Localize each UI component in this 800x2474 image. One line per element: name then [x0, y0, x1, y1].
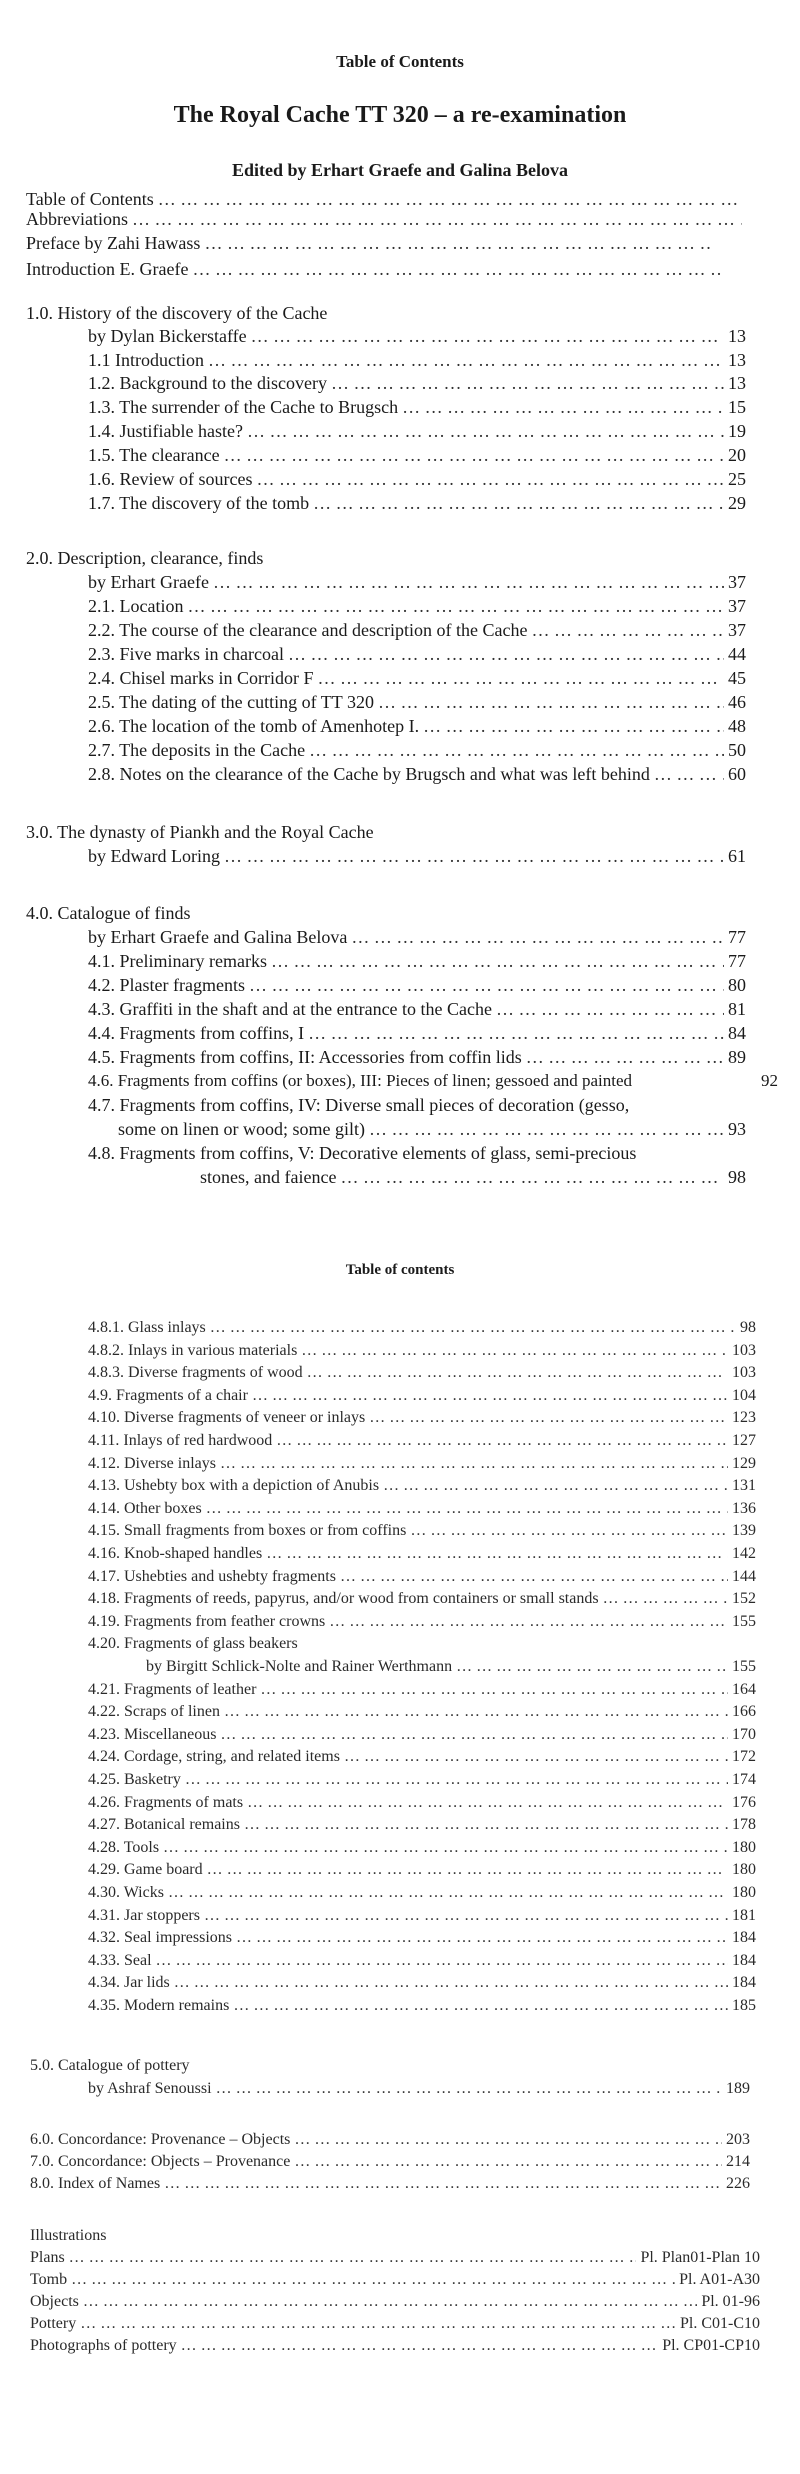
toc-entry-label: 4.11. Inlays of red hardwood — [88, 1432, 273, 1449]
book-title: The Royal Cache TT 320 – a re-examination — [173, 102, 627, 128]
page-heading: Table of Contents — [336, 52, 464, 71]
toc-entry-label: 8.0. Index of Names — [30, 2175, 161, 2192]
toc-entry[interactable] — [88, 1408, 756, 1428]
page-number: 98 — [728, 1167, 746, 1187]
dot-leader — [83, 2292, 697, 2312]
page-number: 89 — [728, 1047, 746, 1067]
page-number: 144 — [732, 1567, 756, 1585]
page-number: 164 — [732, 1680, 756, 1698]
page-number: 139 — [732, 1522, 756, 1540]
toc-entry[interactable] — [88, 595, 746, 617]
dot-leader — [251, 325, 724, 347]
toc-entry-label: 4.31. Jar stoppers — [88, 1906, 200, 1924]
page-number: 13 — [728, 326, 746, 346]
toc-entry-label: 1.3. The surrender of the Cache to Brugsch — [88, 397, 399, 417]
chapter-title[interactable]: 4.0. Catalogue of finds — [26, 903, 191, 923]
page-number: 184 — [732, 1951, 756, 1969]
dot-leader — [220, 1454, 728, 1474]
toc-entry-label: 1.6. Review of sources — [88, 469, 253, 489]
dot-leader — [185, 1770, 728, 1790]
page-number: 20 — [728, 445, 746, 465]
toc-entry-label: 1.1 Introduction — [88, 350, 204, 370]
toc-entry-label: 4.22. Scraps of linen — [88, 1703, 220, 1721]
dot-leader — [156, 1951, 728, 1971]
toc-entry-label: 4.8.3. Diverse fragments of wood — [88, 1364, 303, 1382]
page-number: 166 — [732, 1703, 756, 1721]
toc-entry[interactable] — [146, 1657, 756, 1677]
dot-leader — [163, 1838, 728, 1858]
page-number: 80 — [728, 975, 746, 995]
dot-leader — [80, 2314, 676, 2334]
page-number: 77 — [728, 927, 746, 947]
dot-leader — [207, 1860, 728, 1880]
plate-range: Pl. CP01-CP10 — [662, 2337, 760, 2354]
chapter-author: by Dylan Bickerstaffe — [88, 326, 247, 346]
toc-entry-label: 7.0. Concordance: Objects – Provenance — [30, 2153, 291, 2170]
toc-entry[interactable] — [88, 1070, 778, 1092]
toc-entry[interactable] — [88, 1476, 756, 1496]
toc-entry-label: 4.30. Wicks — [88, 1884, 164, 1901]
dot-leader — [213, 571, 724, 593]
page-number: 103 — [732, 1341, 756, 1359]
toc-entry-label: 2.4. Chisel marks in Corridor F — [88, 668, 314, 688]
page-number: 98 — [740, 1319, 756, 1336]
dot-leader — [410, 1521, 728, 1541]
toc-entry[interactable] — [88, 492, 746, 514]
page-number: 178 — [732, 1816, 756, 1834]
plate-range: Pl. C01-C10 — [679, 2315, 760, 2332]
toc-entry[interactable] — [88, 1634, 756, 1654]
toc-entry[interactable] — [88, 1815, 756, 1835]
page-number: 203 — [726, 2131, 750, 2148]
toc-entry-label: 4.13. Ushebty box with a depiction of Anubis — [88, 1477, 380, 1495]
page-number: 37 — [728, 596, 746, 616]
toc-entry[interactable] — [88, 2079, 750, 2099]
toc-entry[interactable] — [26, 188, 746, 210]
toc-entry-label: 4.9. Fragments of a chair — [88, 1386, 248, 1404]
toc-entry-label[interactable]: 4.7. Fragments from coffins, IV: Diverse small pieces of decoration (gesso, — [88, 1095, 630, 1115]
toc-entry[interactable] — [30, 2314, 760, 2334]
dot-leader — [204, 1906, 728, 1926]
toc-entry[interactable] — [88, 349, 746, 371]
page-number: 15 — [728, 397, 746, 417]
toc-entry[interactable] — [88, 571, 746, 593]
page-heading: Table of contents — [345, 1262, 455, 1278]
toc-entry-label: stones, and faience — [200, 1167, 337, 1187]
chapter-author: by Erhart Graefe and Galina Belova — [88, 927, 348, 947]
page-number: 142 — [732, 1545, 756, 1562]
dot-leader — [301, 1341, 728, 1361]
page-number: 25 — [728, 469, 746, 489]
chapter-title[interactable]: 3.0. The dynasty of Piankh and the Royal Cache — [26, 822, 374, 842]
toc-entry[interactable] — [88, 1996, 756, 2016]
toc-entry[interactable] — [200, 1166, 746, 1188]
page-number: 180 — [732, 1861, 756, 1879]
page-number: 13 — [728, 350, 746, 370]
toc-entry-label: Objects — [30, 2293, 79, 2310]
page-number: 226 — [726, 2175, 750, 2192]
toc-entry-label: Introduction E. Graefe — [26, 259, 189, 279]
toc-entry-label: 4.1. Preliminary remarks — [88, 951, 267, 971]
page-number: 176 — [732, 1793, 756, 1811]
dot-leader — [271, 950, 724, 972]
dot-leader — [313, 492, 724, 514]
dot-leader — [247, 420, 724, 442]
toc-entry[interactable] — [88, 420, 746, 442]
toc-entry[interactable] — [88, 1906, 756, 1926]
dot-leader — [236, 1928, 728, 1948]
toc-entry-label: 2.1. Location — [88, 596, 184, 616]
dot-leader — [329, 1612, 728, 1632]
page-number: 152 — [732, 1590, 756, 1608]
dot-leader — [192, 258, 722, 280]
toc-entry-label: 4.26. Fragments of mats — [88, 1793, 244, 1811]
dot-leader — [132, 208, 742, 230]
toc-entry-label: 4.15. Small fragments from boxes or from coffins — [88, 1522, 407, 1540]
dot-leader — [340, 1567, 728, 1587]
toc-entry[interactable] — [118, 1118, 746, 1140]
toc-entry-label: 4.24. Cordage, string, and related items — [88, 1748, 340, 1766]
chapter-title[interactable]: 5.0. Catalogue of pottery — [30, 2057, 190, 2074]
dot-leader — [266, 1544, 728, 1564]
toc-entry[interactable] — [88, 1702, 756, 1722]
page-number: 170 — [732, 1725, 756, 1743]
toc-entry[interactable] — [88, 1770, 756, 1790]
toc-entry[interactable] — [88, 1747, 756, 1767]
toc-entry-label: 1.5. The clearance — [88, 445, 220, 465]
page-number: 180 — [732, 1838, 756, 1856]
toc-entry[interactable] — [26, 258, 726, 280]
dot-leader — [252, 1386, 728, 1406]
dot-leader — [164, 2174, 722, 2194]
toc-entry-label: 4.32. Seal impressions — [88, 1929, 232, 1947]
dot-leader — [247, 1793, 728, 1813]
dot-leader — [224, 845, 724, 867]
toc-entry[interactable] — [88, 998, 746, 1020]
dot-leader — [351, 926, 724, 948]
toc-entry-label: 4.2. Plaster fragments — [88, 975, 245, 995]
toc-entry[interactable] — [88, 1951, 756, 1971]
dot-leader — [276, 1431, 728, 1451]
dot-leader — [603, 1589, 728, 1609]
dot-leader — [344, 1747, 728, 1767]
toc-entry[interactable] — [88, 1341, 756, 1361]
toc-entry[interactable] — [88, 1612, 756, 1632]
page-number: 46 — [728, 692, 746, 712]
dot-leader — [308, 1022, 724, 1044]
toc-entry[interactable] — [88, 1589, 756, 1609]
toc-entry[interactable] — [88, 396, 746, 418]
toc-entry-label: 4.29. Game board — [88, 1861, 203, 1879]
toc-entry-label: 4.23. Miscellaneous — [88, 1725, 217, 1743]
toc-entry[interactable] — [88, 974, 746, 996]
dot-leader — [318, 667, 725, 689]
dot-leader — [208, 349, 724, 371]
page-number: 84 — [728, 1023, 746, 1043]
page-number: 131 — [732, 1477, 756, 1495]
toc-entry-label: 4.14. Other boxes — [88, 1499, 202, 1517]
toc-entry-label: Table of Contents — [26, 189, 154, 209]
page-number: 93 — [728, 1119, 746, 1139]
dot-leader — [260, 1680, 728, 1700]
toc-entry-label: 2.8. Notes on the clearance of the Cache by Brugsch and what was left behind — [88, 764, 650, 784]
toc-entry-label: 2.5. The dating of the cutting of TT 320 — [88, 692, 374, 712]
toc-entry[interactable] — [88, 1725, 756, 1745]
illustrations-heading: Illustrations — [30, 2227, 107, 2244]
dot-leader — [331, 372, 724, 394]
toc-entry-label: Plans — [30, 2249, 65, 2266]
toc-entry[interactable] — [30, 2130, 750, 2150]
page-number: 181 — [732, 1906, 756, 1924]
toc-entry-label[interactable]: 4.8. Fragments from coffins, V: Decorative elements of glass, semi-precious — [88, 1143, 637, 1163]
toc-page-2 — [0, 1210, 800, 2474]
dot-leader — [369, 1118, 724, 1140]
toc-entry-label: 1.2. Background to the discovery — [88, 373, 327, 393]
dot-leader — [402, 396, 724, 418]
page-number: 37 — [728, 620, 746, 640]
toc-entry[interactable] — [88, 926, 746, 948]
toc-entry[interactable] — [30, 2152, 750, 2172]
toc-entry[interactable] — [88, 1928, 756, 1948]
chapter-title[interactable]: 1.0. History of the discovery of the Cache — [26, 303, 328, 323]
page-number: 184 — [732, 1974, 756, 1992]
page-number: 29 — [728, 493, 746, 513]
dot-leader — [340, 1166, 724, 1188]
dot-leader — [256, 468, 724, 490]
dot-leader — [174, 1973, 728, 1993]
toc-entry[interactable] — [88, 1793, 756, 1813]
toc-entry-label: 4.21. Fragments of leather — [88, 1680, 257, 1698]
dot-leader — [654, 763, 724, 785]
toc-entry-label: Pottery — [30, 2315, 77, 2332]
dot-leader — [181, 2336, 659, 2356]
toc-entry-label: 4.5. Fragments from coffins, II: Accessories from coffin lids — [88, 1047, 522, 1067]
chapter-author: by Erhart Graefe — [88, 572, 209, 592]
dot-leader — [456, 1657, 728, 1677]
toc-entry[interactable] — [88, 1680, 756, 1700]
toc-entry[interactable] — [88, 619, 746, 641]
page-number: 92 — [761, 1071, 778, 1090]
plate-range: Pl. A01-A30 — [679, 2271, 760, 2288]
toc-entry-label: 4.18. Fragments of reeds, papyrus, and/or wood from containers or small stands — [88, 1590, 599, 1608]
toc-entry-label: 4.35. Modern remains — [88, 1997, 230, 2014]
toc-entry[interactable] — [30, 2292, 760, 2312]
toc-entry[interactable] — [88, 643, 746, 665]
chapter-author: by Edward Loring — [88, 846, 220, 866]
toc-page-1 — [0, 0, 800, 1210]
page-number: 214 — [726, 2153, 750, 2170]
dot-leader — [187, 595, 724, 617]
page-number: 155 — [732, 1658, 756, 1675]
toc-entry-label: 4.17. Ushebties and ushebty fragments — [88, 1567, 336, 1585]
dot-leader — [294, 2130, 722, 2150]
toc-entry-label: 4.19. Fragments from feather crowns — [88, 1612, 326, 1630]
page-number: 77 — [728, 951, 746, 971]
toc-entry-label: 4.25. Basketry — [88, 1771, 181, 1788]
toc-entry-label: 1.4. Justifiable haste? — [88, 421, 243, 441]
toc-entry[interactable] — [88, 1022, 746, 1044]
dot-leader — [216, 2079, 722, 2099]
page-number: 155 — [732, 1612, 756, 1630]
dot-leader — [220, 1725, 728, 1745]
toc-entry[interactable] — [88, 1521, 756, 1541]
page-number: 174 — [732, 1771, 756, 1788]
dot-leader — [206, 1499, 728, 1519]
page-number: 61 — [728, 846, 746, 866]
toc-entry[interactable] — [88, 1454, 756, 1474]
toc-entry-label: 6.0. Concordance: Provenance – Objects — [30, 2131, 291, 2148]
toc-entry[interactable] — [88, 444, 746, 466]
dot-leader — [531, 619, 724, 641]
dot-leader — [369, 1408, 728, 1428]
toc-entry-label: 4.12. Diverse inlays — [88, 1454, 216, 1472]
page-number: 184 — [732, 1929, 756, 1947]
toc-entry-label: 4.28. Tools — [88, 1838, 160, 1856]
page-number: 103 — [732, 1364, 756, 1382]
page-number: 45 — [728, 668, 746, 688]
toc-entry-label: Tomb — [30, 2271, 68, 2288]
page-number: 44 — [728, 644, 746, 664]
dot-leader — [158, 188, 742, 210]
editors-line: Edited by Erhart Graefe and Galina Belova — [231, 160, 568, 180]
dot-leader — [71, 2270, 675, 2290]
dot-leader — [224, 444, 724, 466]
toc-entry-label: 4.34. Jar lids — [88, 1974, 170, 1992]
toc-entry-label: 4.6. Fragments from coffins (or boxes), III: Pieces of linen; gessoed and painted — [88, 1071, 633, 1090]
toc-entry[interactable] — [30, 2248, 760, 2268]
toc-entry[interactable] — [26, 208, 746, 230]
toc-entry[interactable] — [88, 845, 746, 867]
toc-entry[interactable] — [88, 1973, 756, 1993]
plate-range: Pl. Plan01-Plan 10 — [640, 2249, 760, 2266]
page-number: 136 — [732, 1499, 756, 1517]
toc-entry-label: Abbreviations — [26, 209, 128, 229]
page-number: 104 — [732, 1386, 756, 1404]
toc-entry[interactable] — [88, 691, 746, 713]
toc-entry-label: 4.4. Fragments from coffins, I — [88, 1023, 305, 1043]
toc-entry-label: by Birgitt Schlick-Nolte and Rainer Werthmann — [146, 1658, 453, 1675]
toc-entry[interactable] — [30, 2174, 750, 2194]
page-number: 180 — [732, 1884, 756, 1901]
dot-leader — [249, 974, 724, 996]
toc-entry[interactable] — [88, 468, 746, 490]
dot-leader — [423, 715, 724, 737]
toc-entry[interactable] — [88, 1567, 756, 1587]
toc-entry-label: 4.27. Botanical remains — [88, 1816, 240, 1834]
toc-entry-label: 1.7. The discovery of the tomb — [88, 493, 310, 513]
page-number: 172 — [732, 1748, 756, 1766]
toc-entry-label: Photographs of pottery — [30, 2337, 177, 2354]
dot-leader — [496, 998, 724, 1020]
toc-entry-label: some on linen or wood; some gilt) — [118, 1119, 365, 1139]
dot-leader — [526, 1046, 724, 1068]
dot-leader — [168, 1883, 728, 1903]
toc-entry[interactable] — [88, 1386, 756, 1406]
chapter-author: by Ashraf Senoussi — [88, 2080, 212, 2097]
toc-entry[interactable] — [88, 667, 746, 689]
toc-entry[interactable] — [88, 1860, 756, 1880]
toc-entry[interactable] — [88, 372, 746, 394]
page-number: 50 — [728, 740, 746, 760]
toc-entry[interactable] — [88, 950, 746, 972]
toc-entry[interactable] — [26, 232, 716, 254]
page-number: 127 — [732, 1432, 756, 1449]
toc-entry-label: 2.2. The course of the clearance and description of the Cache — [88, 620, 528, 640]
page-number: 129 — [732, 1454, 756, 1472]
page-number: 123 — [732, 1409, 756, 1427]
toc-entry-label: 4.20. Fragments of glass beakers — [88, 1635, 298, 1653]
toc-entry[interactable] — [88, 325, 746, 347]
dot-leader — [204, 232, 712, 254]
chapter-title[interactable]: 2.0. Description, clearance, finds — [26, 548, 264, 568]
dot-leader — [307, 1363, 728, 1383]
dot-leader — [383, 1476, 728, 1496]
dot-leader — [309, 739, 724, 761]
page-number: 48 — [728, 716, 746, 736]
dot-leader — [378, 691, 724, 713]
toc-entry[interactable] — [88, 715, 746, 737]
toc-entry[interactable] — [88, 1318, 756, 1338]
toc-entry-label: 4.8.1. Glass inlays — [88, 1319, 206, 1336]
page-number: 60 — [728, 764, 746, 784]
toc-entry[interactable] — [88, 1499, 756, 1519]
toc-entry-label: 2.6. The location of the tomb of Amenhotep I. — [88, 716, 420, 736]
toc-entry[interactable] — [88, 1838, 756, 1858]
toc-entry[interactable] — [30, 2270, 760, 2290]
page-number: 185 — [732, 1997, 756, 2014]
page-number: 81 — [728, 999, 746, 1019]
toc-entry-label: 2.7. The deposits in the Cache — [88, 740, 306, 760]
dot-leader — [210, 1318, 736, 1338]
toc-entry-label: 2.3. Five marks in charcoal — [88, 644, 284, 664]
toc-entry[interactable] — [88, 739, 746, 761]
dot-leader — [288, 643, 724, 665]
toc-entry[interactable] — [88, 1431, 756, 1451]
toc-entry-label: 4.16. Knob-shaped handles — [88, 1545, 263, 1562]
toc-entry[interactable] — [88, 1883, 756, 1903]
page-number: 189 — [726, 2080, 750, 2097]
plate-range: Pl. 01-96 — [701, 2293, 760, 2310]
dot-leader — [244, 1815, 728, 1835]
toc-entry-label: Preface by Zahi Hawass — [26, 233, 201, 253]
toc-entry[interactable] — [88, 763, 746, 785]
toc-entry[interactable] — [88, 1046, 746, 1068]
toc-entry-label: 4.10. Diverse fragments of veneer or inlays — [88, 1409, 366, 1427]
dot-leader — [224, 1702, 728, 1722]
dot-leader — [69, 2248, 637, 2268]
page-number: 13 — [728, 373, 746, 393]
toc-entry[interactable] — [30, 2336, 760, 2356]
toc-entry[interactable] — [88, 1544, 756, 1564]
page-number: 37 — [728, 572, 746, 592]
toc-entry-label: 4.3. Graffiti in the shaft and at the entrance to the Cache — [88, 999, 493, 1019]
dot-leader — [294, 2152, 722, 2172]
toc-entry-label: 4.33. Seal — [88, 1951, 152, 1969]
page-number: 19 — [728, 421, 746, 441]
toc-entry-label: 4.8.2. Inlays in various materials — [88, 1341, 298, 1359]
toc-entry[interactable] — [88, 1363, 756, 1383]
dot-leader — [233, 1996, 728, 2016]
